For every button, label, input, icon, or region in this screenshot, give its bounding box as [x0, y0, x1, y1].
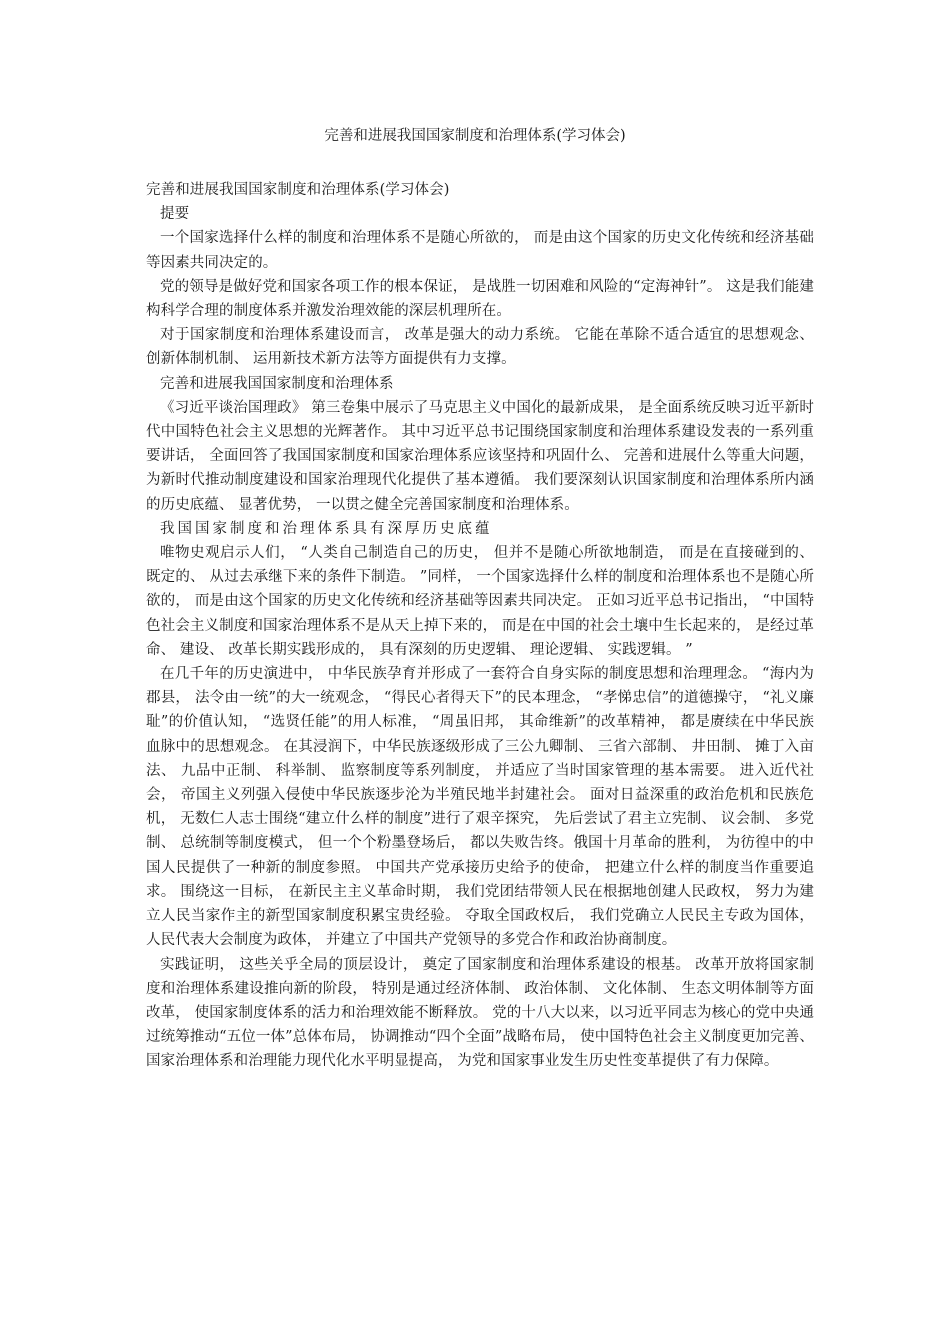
document-body	[146, 178, 814, 1074]
summary-paragraph-1: 一个国家选择什么样的制度和治理体系不是随心所欲的， 而是由这个国家的历史文化传统和经济基础等因素共同决定的。	[146, 230, 814, 271]
body-paragraph-2: 在几千年的历史演进中， 中华民族孕育并形成了一套符合自身实际的制度思想和治理理念。 “海内为郡县， 法令由一统”的大一统观念， “得民心者得天下”的民本理念， “孝悌忠信”的道德操守， “礼义廉耻”的价值认知， “选贤任能”的用人标准， “周虽旧邦， 其命维新”的改革精神， 都是赓续在中华民族血脉中的思想观念。 在其浸润下，中华民族逐级形成了三公九卿制、 三省六部制、 井田制、 摊丁入亩法、 九品中正制、 科举制、 监察制度等系列制度， 并适应了当时国家管理的基本需要。 进入近代社会， 帝国主义列强入侵使中华民族逐步沦为半殖民地半封建社会。 面对日益深重的政治危机和民族危机， 无数仁人志士围绕“建立什么样的制度”进行了艰辛探究， 先后尝试了君主立宪制、 议会制、 多党制、 总统制等制度模式， 但一个个粉墨登场后， 都以失败告终。俄国十月革命的胜利， 为彷徨中的中国人民提供了一种新的制度参照。 中国共产党承接历史给予的使命， 把建立什么样的制度当作重要追求。 围绕这一目标， 在新民主主义革命时期， 我们党团结带领人民在根据地创建人民政权， 努力为建立人民当家作主的新型国家制度积累宝贵经验。 夺取全国政权后， 我们党确立人民民主专政为国体， 人民代表大会制度为政体， 并建立了中国共产党领导的多党合作和政治协商制度。	[146, 666, 814, 949]
summary-paragraph-3: 对于国家制度和治理体系建设而言， 改革是强大的动力系统。 它能在革除不适合适宜的思想观念、 创新体制机制、 运用新技术新方法等方面提供有力支撑。	[146, 327, 814, 368]
section-heading: 完善和进展我国国家制度和治理体系	[160, 375, 394, 392]
intro-paragraph: 《习近平谈治国理政》 第三卷集中展示了马克思主义中国化的最新成果， 是全面系统反映习近平新时代中国特色社会主义思想的光辉著作。 其中习近平总书记围绕国家制度和治理体系建设发表的一系列重要讲话， 全面回答了我国国家制度和国家治理体系应该坚持和巩固什么、 完善和进展什么等重大问题， 为新时代推动制度建设和国家治理现代化提供了基本遵循。 我们要深刻认识国家制度和治理体系所内涵的历史底蕴、 显著优势， 一以贯之健全完善国家制度和治理体系。	[146, 399, 814, 513]
body-paragraph-1: 唯物史观启示人们， “人类自己制造自己的历史， 但并不是随心所欲地制造， 而是在直接碰到的、 既定的、 从过去承继下来的条件下制造。 ”同样， 一个国家选择什么样的制度和治理体系也不是随心所欲的， 而是由这个国家的历史文化传统和经济基础等因素共同决定。 正如习近平总书记指出， “中国特色社会主义制度和国家治理体系不是从天上掉下来的， 而是在中国的社会土壤中生长起来的， 是经过革命、 建设、 改革长期实践形成的， 具有深刻的历史逻辑、 理论逻辑、 实践逻辑。 ”	[146, 545, 814, 658]
body-heading: 完善和进展我国国家制度和治理体系(学习体会)	[146, 182, 450, 198]
document-title: 完善和进展我国国家制度和治理体系(学习体会)	[324, 128, 626, 144]
summary-paragraph-2: 党的领导是做好党和国家各项工作的根本保证， 是战胜一切困难和风险的“定海神针”。 这是我们能建构科学合理的制度体系并激发治理效能的深层机理所在。	[146, 278, 814, 320]
subsection-heading: 我国国家制度和治理体系具有深厚历史底蕴	[160, 520, 493, 537]
body-paragraph-3: 实践证明， 这些关乎全局的顶层设计， 奠定了国家制度和治理体系建设的根基。 改革开放将国家制度和治理体系建设推向新的阶段， 特别是通过经济体制、 政治体制、 文化体制、 生态文明体制等方面改革， 使国家制度体系的活力和治理效能不断释放。 党的十八大以来，以习近平同志为核心的党中央通过统筹推动“五位一体”总体布局， 协调推动“四个全面”战略布局， 使中国特色社会主义制度更加完善、 国家治理体系和治理能力现代化水平明显提高， 为党和国家事业发生历史性变革提供了有力保障。	[146, 956, 814, 1070]
summary-label: 提要	[160, 206, 190, 223]
